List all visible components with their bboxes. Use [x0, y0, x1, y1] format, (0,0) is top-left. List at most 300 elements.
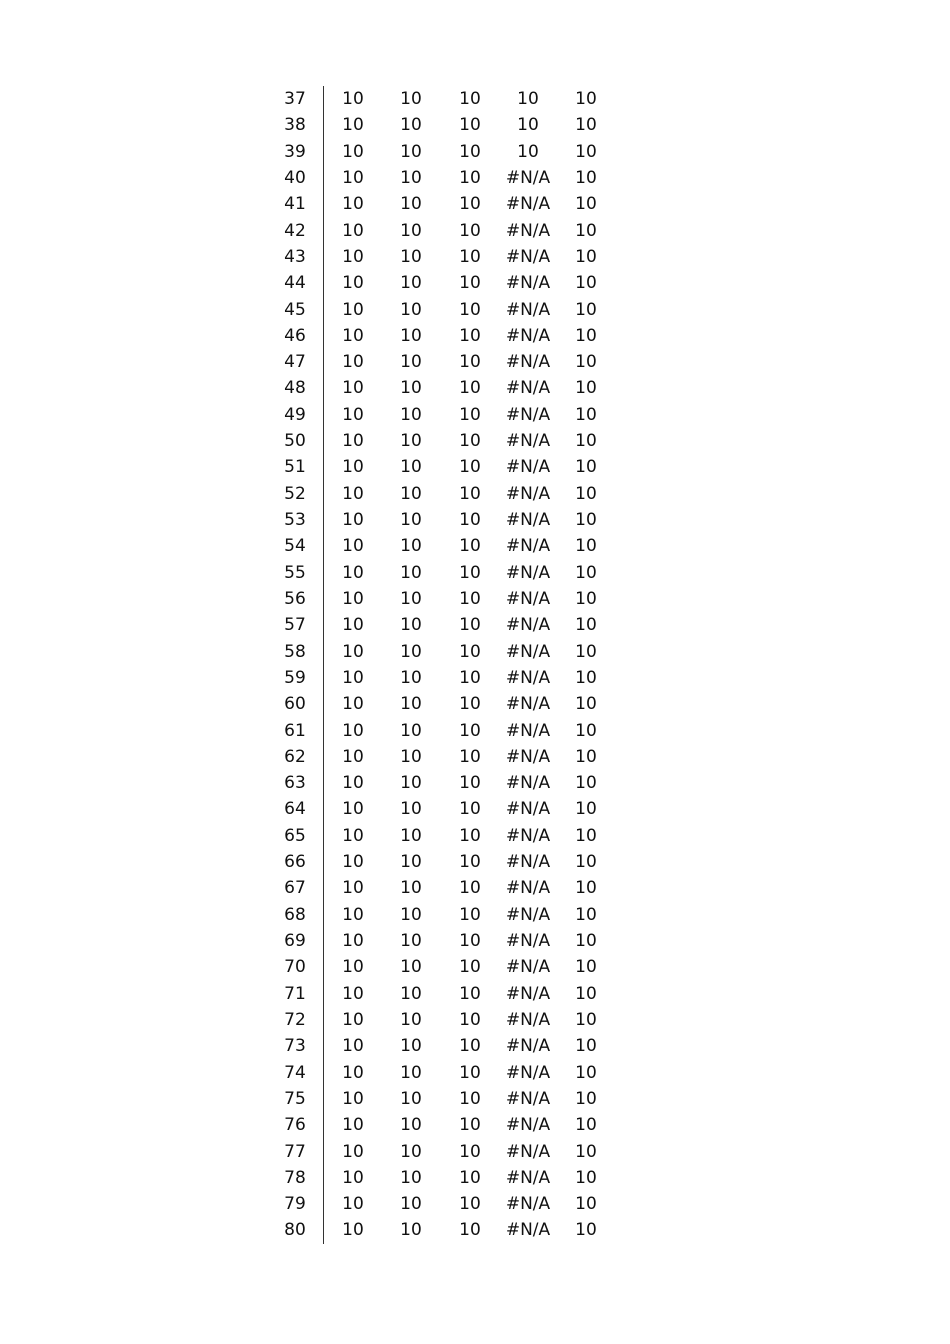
table-cell: 10	[342, 1062, 364, 1083]
table-cell: 10	[459, 167, 481, 188]
table-cell: 10	[342, 483, 364, 504]
table-cell: 10	[575, 615, 597, 636]
table-row	[270, 297, 610, 323]
table-cell: #N/A	[505, 562, 551, 583]
table-cell: 10	[459, 957, 481, 978]
table-cell: 10	[575, 667, 597, 688]
table-cell: 10	[342, 1115, 364, 1136]
table-cell: 10	[575, 694, 597, 715]
table-cell: 10	[400, 299, 422, 320]
table-cell: #N/A	[505, 299, 551, 320]
table-cell: 10	[459, 983, 481, 1004]
row-number: 70	[284, 957, 306, 978]
table-cell: 10	[342, 588, 364, 609]
table-cell: 10	[342, 562, 364, 583]
table-cell: #N/A	[505, 536, 551, 557]
row-number: 55	[284, 562, 306, 583]
table-row	[270, 612, 610, 638]
table-cell: 10	[459, 141, 481, 162]
table-cell: 10	[342, 957, 364, 978]
table-cell: #N/A	[505, 1194, 551, 1215]
table-row	[270, 428, 610, 454]
table-cell: 10	[400, 483, 422, 504]
table-row	[270, 244, 610, 270]
row-number: 44	[284, 273, 306, 294]
table-body	[270, 86, 610, 1244]
table-cell: 10	[575, 536, 597, 557]
table-cell: 10	[575, 325, 597, 346]
table-cell: 10	[400, 641, 422, 662]
table-cell: #N/A	[505, 931, 551, 951]
row-number: 67	[284, 878, 306, 899]
row-number: 56	[284, 588, 306, 609]
row-number: 47	[284, 352, 306, 373]
table-cell: 10	[575, 1062, 597, 1083]
table-cell: 10	[575, 1036, 597, 1057]
table-cell: 10	[400, 115, 422, 136]
row-number: 41	[284, 194, 306, 215]
table-cell: 10	[575, 957, 597, 978]
table-cell: 10	[342, 1088, 364, 1109]
table-row	[270, 165, 610, 191]
table-cell: 10	[459, 1036, 481, 1057]
table-cell: 10	[400, 720, 422, 741]
table-cell: 10	[400, 957, 422, 978]
table-cell: 10	[400, 1036, 422, 1057]
table-cell: 10	[575, 404, 597, 425]
table-cell: 10	[459, 220, 481, 241]
table-cell: 10	[342, 641, 364, 662]
row-number: 57	[284, 615, 306, 636]
table-cell: #N/A	[505, 194, 551, 215]
table-cell: 10	[575, 720, 597, 741]
table-cell: 10	[400, 536, 422, 557]
table-cell: #N/A	[505, 615, 551, 636]
table-cell: #N/A	[505, 1009, 551, 1030]
table-cell: 10	[459, 1141, 481, 1162]
table-cell: 10	[342, 773, 364, 794]
table-cell: 10	[459, 1009, 481, 1030]
table-cell: 10	[400, 1088, 422, 1109]
row-number: 48	[284, 378, 306, 399]
table-row	[270, 770, 610, 796]
table-cell: 10	[575, 588, 597, 609]
row-number: 68	[284, 904, 306, 925]
table-cell: 10	[459, 246, 481, 267]
table-row	[270, 586, 610, 612]
row-number: 49	[284, 404, 306, 425]
table-cell: 10	[575, 1141, 597, 1162]
table-cell: 10	[575, 773, 597, 794]
table-cell: 10	[575, 483, 597, 504]
table-row	[270, 1007, 610, 1033]
table-cell: #N/A	[505, 720, 551, 741]
table-cell: 10	[459, 325, 481, 346]
table-cell: 10	[400, 352, 422, 373]
table-cell: 10	[400, 878, 422, 899]
table-cell: 10	[400, 746, 422, 767]
row-number: 54	[284, 536, 306, 557]
table-cell: 10	[459, 273, 481, 294]
row-number: 78	[284, 1167, 306, 1188]
table-cell: #N/A	[505, 352, 551, 373]
table-cell: #N/A	[505, 1167, 551, 1188]
table-cell: 10	[342, 694, 364, 715]
row-number: 37	[284, 89, 306, 109]
table-cell: 10	[575, 878, 597, 899]
table-cell: 10	[459, 536, 481, 557]
row-number: 77	[284, 1141, 306, 1162]
table-cell: 10	[342, 404, 364, 425]
table-cell: 10	[400, 89, 422, 109]
table-row	[270, 981, 610, 1007]
table-cell: 10	[575, 220, 597, 241]
row-number: 79	[284, 1194, 306, 1215]
table-cell: 10	[342, 1167, 364, 1188]
table-cell: 10	[342, 852, 364, 873]
table-row	[270, 796, 610, 822]
table-cell: 10	[575, 431, 597, 452]
table-cell: 10	[400, 1062, 422, 1083]
table-cell: 10	[517, 89, 539, 109]
table-cell: 10	[342, 536, 364, 557]
table-cell: 10	[400, 325, 422, 346]
table-cell: 10	[459, 825, 481, 846]
table-cell: 10	[342, 799, 364, 820]
table-cell: 10	[400, 852, 422, 873]
table-cell: 10	[400, 799, 422, 820]
table-cell: #N/A	[505, 983, 551, 1004]
table-cell: 10	[342, 194, 364, 215]
table-cell: 10	[342, 220, 364, 241]
row-number: 60	[284, 694, 306, 715]
table-cell: #N/A	[505, 1088, 551, 1109]
table-cell: #N/A	[505, 694, 551, 715]
table-cell: 10	[575, 983, 597, 1004]
table-cell: 10	[342, 878, 364, 899]
table-cell: 10	[400, 983, 422, 1004]
table-row	[270, 849, 610, 875]
table-cell: 10	[400, 1194, 422, 1215]
table-cell: 10	[342, 1009, 364, 1030]
row-number: 50	[284, 431, 306, 452]
table-cell: #N/A	[505, 799, 551, 820]
table-cell: 10	[459, 878, 481, 899]
table-cell: 10	[459, 89, 481, 109]
table-cell: 10	[459, 773, 481, 794]
table-cell: 10	[400, 1141, 422, 1162]
table-cell: #N/A	[505, 641, 551, 662]
table-row	[270, 560, 610, 586]
table-cell: 10	[575, 1088, 597, 1109]
table-cell: 10	[400, 615, 422, 636]
table-cell: 10	[400, 694, 422, 715]
table-cell: #N/A	[505, 431, 551, 452]
table-row	[270, 481, 610, 507]
table-cell: 10	[459, 352, 481, 373]
table-cell: 10	[342, 273, 364, 294]
table-cell: 10	[575, 378, 597, 399]
table-cell: #N/A	[505, 1141, 551, 1162]
table-cell: 10	[575, 1167, 597, 1188]
row-number: 52	[284, 483, 306, 504]
table-cell: 10	[400, 510, 422, 530]
table-cell: 10	[342, 1036, 364, 1057]
table-cell: 10	[400, 1009, 422, 1030]
table-cell: 10	[342, 931, 364, 951]
table-cell: 10	[342, 89, 364, 109]
table-cell: 10	[342, 299, 364, 320]
table-cell: 10	[400, 931, 422, 951]
table-cell: 10	[575, 299, 597, 320]
table-cell: 10	[342, 431, 364, 452]
table-cell: 10	[575, 746, 597, 767]
table-cell: 10	[575, 852, 597, 873]
table-cell: 10	[575, 931, 597, 951]
table-cell: 10	[400, 667, 422, 688]
table-cell: 10	[400, 588, 422, 609]
table-cell: 10	[342, 457, 364, 478]
table-cell: 10	[400, 220, 422, 241]
table-row	[270, 1139, 610, 1165]
table-cell: 10	[575, 141, 597, 162]
row-number: 80	[284, 1220, 306, 1241]
table-cell: #N/A	[505, 220, 551, 241]
row-number: 61	[284, 720, 306, 741]
table-cell: 10	[342, 615, 364, 636]
table-cell: 10	[575, 562, 597, 583]
table-cell: #N/A	[505, 246, 551, 267]
table-cell: 10	[575, 825, 597, 846]
table-cell: 10	[459, 1115, 481, 1136]
table-cell: 10	[342, 1141, 364, 1162]
table-row	[270, 744, 610, 770]
table-cell: 10	[459, 1220, 481, 1241]
table-row	[270, 718, 610, 744]
table-cell: 10	[575, 352, 597, 373]
row-number: 58	[284, 641, 306, 662]
table-cell: 10	[459, 299, 481, 320]
row-number: 74	[284, 1062, 306, 1083]
table-cell: #N/A	[505, 404, 551, 425]
row-number: 66	[284, 852, 306, 873]
table-row	[270, 191, 610, 217]
table-cell: 10	[459, 562, 481, 583]
table-cell: 10	[400, 562, 422, 583]
row-number: 40	[284, 167, 306, 188]
table-cell: 10	[459, 483, 481, 504]
table-cell: 10	[459, 1167, 481, 1188]
table-cell: 10	[459, 615, 481, 636]
table-cell: 10	[575, 641, 597, 662]
table-cell: 10	[400, 457, 422, 478]
table-cell: 10	[400, 431, 422, 452]
table-row	[270, 928, 610, 954]
table-cell: 10	[575, 1194, 597, 1215]
table-cell: 10	[459, 115, 481, 136]
table-cell: 10	[400, 1115, 422, 1136]
table-row	[270, 639, 610, 665]
table-cell: 10	[459, 404, 481, 425]
table-row	[270, 665, 610, 691]
table-row	[270, 454, 610, 480]
table-row	[270, 375, 610, 401]
table-row	[270, 1033, 610, 1059]
table-row	[270, 1165, 610, 1191]
table-cell: #N/A	[505, 1036, 551, 1057]
table-cell: 10	[459, 694, 481, 715]
table-cell: 10	[575, 1220, 597, 1241]
table-cell: 10	[400, 825, 422, 846]
table-row	[270, 954, 610, 980]
table-cell: 10	[342, 825, 364, 846]
table-cell: #N/A	[505, 273, 551, 294]
row-number: 51	[284, 457, 306, 478]
table-cell: #N/A	[505, 588, 551, 609]
row-number: 45	[284, 299, 306, 320]
table-cell: 10	[342, 115, 364, 136]
row-number: 42	[284, 220, 306, 241]
table-cell: #N/A	[505, 825, 551, 846]
table-row	[270, 875, 610, 901]
row-number: 69	[284, 931, 306, 951]
table-cell: #N/A	[505, 878, 551, 899]
row-number: 65	[284, 825, 306, 846]
table-cell: 10	[342, 352, 364, 373]
table-cell: 10	[342, 141, 364, 162]
table-cell: 10	[575, 510, 597, 530]
table-cell: 10	[459, 431, 481, 452]
table-cell: 10	[459, 588, 481, 609]
table-cell: 10	[459, 931, 481, 951]
table-cell: 10	[400, 246, 422, 267]
table-cell: 10	[459, 1194, 481, 1215]
table-cell: 10	[459, 746, 481, 767]
table-row	[270, 691, 610, 717]
table-cell: 10	[575, 89, 597, 109]
table-row	[270, 270, 610, 296]
table-cell: 10	[459, 799, 481, 820]
table-cell: 10	[517, 115, 539, 136]
table-cell: 10	[400, 404, 422, 425]
table-cell: 10	[459, 1062, 481, 1083]
table-cell: 10	[575, 273, 597, 294]
table-cell: 10	[459, 852, 481, 873]
table-row	[270, 533, 610, 559]
table-cell: 10	[400, 141, 422, 162]
table-cell: #N/A	[505, 1062, 551, 1083]
table-cell: 10	[575, 799, 597, 820]
table-row	[270, 1217, 610, 1243]
table-cell: 10	[400, 1220, 422, 1241]
table-row	[270, 402, 610, 428]
table-cell: 10	[459, 1088, 481, 1109]
table-cell: #N/A	[505, 667, 551, 688]
table-cell: #N/A	[505, 852, 551, 873]
table-row	[270, 139, 610, 165]
table-cell: 10	[342, 378, 364, 399]
table-cell: 10	[459, 904, 481, 925]
table-cell: #N/A	[505, 957, 551, 978]
table-cell: #N/A	[505, 904, 551, 925]
table-cell: 10	[575, 1115, 597, 1136]
table-cell: 10	[575, 1009, 597, 1030]
table-row	[270, 112, 610, 138]
table-cell: #N/A	[505, 510, 551, 530]
table-cell: 10	[459, 457, 481, 478]
table-cell: 10	[400, 167, 422, 188]
table-cell: 10	[575, 167, 597, 188]
table-cell: #N/A	[505, 1115, 551, 1136]
table-cell: #N/A	[505, 1220, 551, 1241]
table-cell: 10	[459, 720, 481, 741]
table-cell: 10	[517, 141, 539, 162]
table-cell: #N/A	[505, 457, 551, 478]
row-number: 73	[284, 1036, 306, 1057]
table-cell: 10	[575, 246, 597, 267]
table-cell: 10	[342, 1194, 364, 1215]
table-row	[270, 86, 610, 112]
table-cell: #N/A	[505, 325, 551, 346]
table-cell: 10	[342, 325, 364, 346]
table-cell: 10	[575, 904, 597, 925]
table-cell: #N/A	[505, 746, 551, 767]
table-cell: 10	[400, 194, 422, 215]
table-row	[270, 823, 610, 849]
table-cell: #N/A	[505, 167, 551, 188]
table-cell: 10	[459, 667, 481, 688]
table-cell: 10	[459, 510, 481, 530]
table-row	[270, 1060, 610, 1086]
row-number: 76	[284, 1115, 306, 1136]
table-cell: #N/A	[505, 773, 551, 794]
table-row	[270, 349, 610, 375]
table-cell: #N/A	[505, 378, 551, 399]
table-cell: 10	[400, 904, 422, 925]
row-number: 59	[284, 667, 306, 688]
table-row	[270, 1086, 610, 1112]
table-cell: 10	[400, 1167, 422, 1188]
table-cell: 10	[400, 273, 422, 294]
table-cell: 10	[459, 194, 481, 215]
row-number: 38	[284, 115, 306, 136]
table-cell: 10	[400, 378, 422, 399]
table-cell: 10	[459, 378, 481, 399]
table-cell: 10	[342, 246, 364, 267]
table-row	[270, 218, 610, 244]
table-cell: 10	[342, 667, 364, 688]
row-number: 64	[284, 799, 306, 820]
row-number: 43	[284, 246, 306, 267]
table-row	[270, 507, 610, 533]
table-row	[270, 323, 610, 349]
row-number: 63	[284, 773, 306, 794]
table-cell: 10	[400, 773, 422, 794]
row-number: 75	[284, 1088, 306, 1109]
row-number: 71	[284, 983, 306, 1004]
table-cell: 10	[342, 904, 364, 925]
data-table	[270, 86, 610, 1244]
table-cell: 10	[575, 457, 597, 478]
row-number: 72	[284, 1009, 306, 1030]
table-cell: 10	[342, 510, 364, 530]
table-row	[270, 1191, 610, 1217]
row-number: 39	[284, 141, 306, 162]
table-row	[270, 902, 610, 928]
row-number: 46	[284, 325, 306, 346]
row-number: 62	[284, 746, 306, 767]
table-cell: 10	[342, 720, 364, 741]
